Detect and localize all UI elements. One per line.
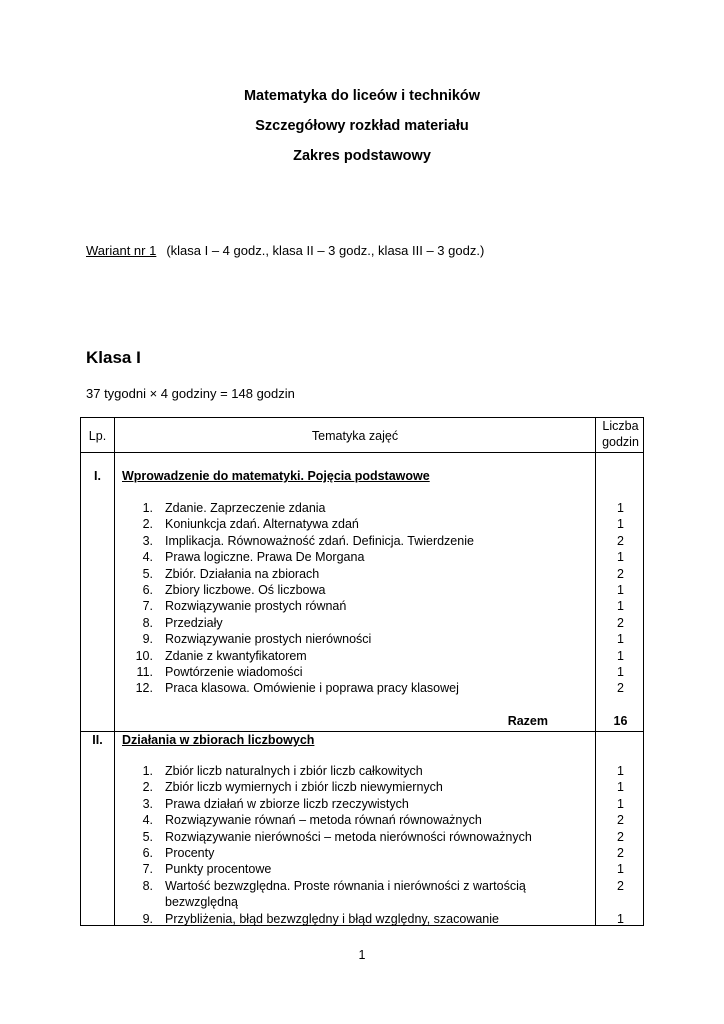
header-divider: [81, 452, 643, 453]
row-hours: 1: [617, 501, 624, 515]
row-number: 2.: [142, 780, 153, 795]
row-number: 9.: [142, 911, 153, 926]
row-topic: Wartość bezwzględna. Proste równania i nierówności z wartością bezwzględną: [165, 878, 526, 910]
row-number: 3.: [142, 533, 153, 548]
row-hours: 1: [617, 780, 624, 795]
row-number: 10.: [135, 648, 153, 663]
row-topic: Prawa działań w zbiorze liczb rzeczywistych: [165, 796, 409, 811]
section-title: Wprowadzenie do matematyki. Pojęcia podstawowe: [122, 469, 430, 483]
header-hours: [596, 419, 645, 450]
row-hours: 2: [617, 615, 624, 630]
section-number: II.: [92, 733, 103, 747]
row-topic: Rozwiązywanie prostych równań: [165, 599, 347, 614]
variant-line: [86, 243, 484, 258]
row-hours: 1: [617, 648, 624, 663]
row-hours: 1: [617, 517, 624, 532]
row-hours: 1: [617, 665, 624, 679]
row-topic: Zbiór liczb wymiernych i zbiór liczb niewymiernych: [165, 780, 443, 795]
row-hours: 2: [617, 846, 624, 860]
header-lp: Lp.: [88, 429, 107, 443]
variant-detail: (klasa I – 4 godz., klasa II – 3 godz., klasa III – 3 godz.): [166, 243, 485, 258]
variant-label: Wariant nr 1: [86, 243, 157, 258]
row-number: 8.: [142, 615, 153, 630]
row-number: 11.: [136, 665, 153, 679]
document-title: [0, 88, 724, 178]
section-total-label: Razem: [507, 714, 548, 728]
row-topic: Prawa logiczne. Prawa De Morgana: [165, 550, 365, 565]
row-number: 12.: [135, 681, 153, 696]
row-hours: 1: [617, 796, 624, 811]
page-number: 1: [358, 948, 366, 962]
row-number: 5.: [142, 566, 153, 581]
row-hours: 1: [617, 550, 624, 565]
row-number: 5.: [142, 829, 153, 844]
title-line-1: Matematyka do liceów i techników: [243, 88, 481, 104]
row-hours: 2: [617, 533, 624, 548]
row-number: 6.: [142, 846, 153, 860]
row-topic: Procenty: [165, 846, 215, 860]
section-number: I.: [94, 469, 101, 483]
row-topic: Praca klasowa. Omówienie i poprawa pracy klasowej: [165, 681, 459, 696]
section-divider: [81, 731, 643, 732]
row-topic: Zbiór. Działania na zbiorach: [165, 566, 320, 581]
row-hours: 2: [617, 813, 624, 828]
row-topic: Powtórzenie wiadomości: [165, 665, 303, 679]
row-topic: Zdanie. Zaprzeczenie zdania: [165, 501, 326, 515]
row-hours: 1: [617, 764, 624, 778]
row-hours: 1: [617, 862, 624, 877]
row-hours: 1: [617, 599, 624, 614]
row-hours: 1: [617, 632, 624, 647]
row-number: 2.: [142, 517, 153, 532]
row-topic: Koniunkcja zdań. Alternatywa zdań: [165, 517, 359, 532]
row-number: 7.: [142, 599, 153, 614]
class-heading: Klasa I: [86, 348, 141, 367]
row-topic: Implikacja. Równoważność zdań. Definicja. Twierdzenie: [165, 533, 474, 548]
row-number: 9.: [142, 632, 153, 647]
row-topic: Rozwiązywanie prostych nierówności: [165, 632, 372, 647]
header-hours-line2: godzin: [602, 434, 639, 449]
row-topic: Przybliżenia, błąd bezwzględny i błąd względny, szacowanie: [165, 911, 499, 926]
row-topic: Zbiór liczb naturalnych i zbiór liczb całkowitych: [165, 764, 423, 778]
row-hours: 1: [617, 911, 624, 926]
row-hours: 2: [617, 829, 624, 844]
row-number: 1.: [142, 764, 153, 778]
weeks-summary: 37 tygodni × 4 godziny = 148 godzin: [86, 386, 295, 401]
section-title: Działania w zbiorach liczbowych: [122, 733, 315, 747]
header-topic: Tematyka zajęć: [311, 429, 399, 443]
row-number: 4.: [142, 550, 153, 565]
title-line-3: Zakres podstawowy: [293, 148, 431, 164]
title-line-2: Szczegółowy rozkład materiału: [255, 118, 469, 134]
section-total-value: 16: [613, 714, 628, 728]
row-number: 7.: [142, 862, 153, 877]
row-number: 3.: [142, 796, 153, 811]
row-topic: Punkty procentowe: [165, 862, 272, 877]
row-number: 8.: [142, 878, 153, 893]
row-topic: Rozwiązywanie równań – metoda równań równoważnych: [165, 813, 482, 828]
row-number: 1.: [142, 501, 153, 515]
row-hours: 1: [617, 583, 624, 597]
row-topic: Zbiory liczbowe. Oś liczbowa: [165, 583, 326, 597]
row-hours: 2: [617, 878, 624, 893]
syllabus-table: [80, 417, 644, 926]
row-hours: 2: [617, 681, 624, 696]
row-hours: 2: [617, 566, 624, 581]
row-number: 4.: [142, 813, 153, 828]
row-topic: Rozwiązywanie nierówności – metoda nierówności równoważnych: [165, 829, 532, 844]
row-topic: Zdanie z kwantyfikatorem: [165, 648, 307, 663]
row-topic: Przedziały: [165, 615, 223, 630]
header-hours-line1: Liczba: [602, 419, 639, 433]
row-number: 6.: [142, 583, 153, 597]
